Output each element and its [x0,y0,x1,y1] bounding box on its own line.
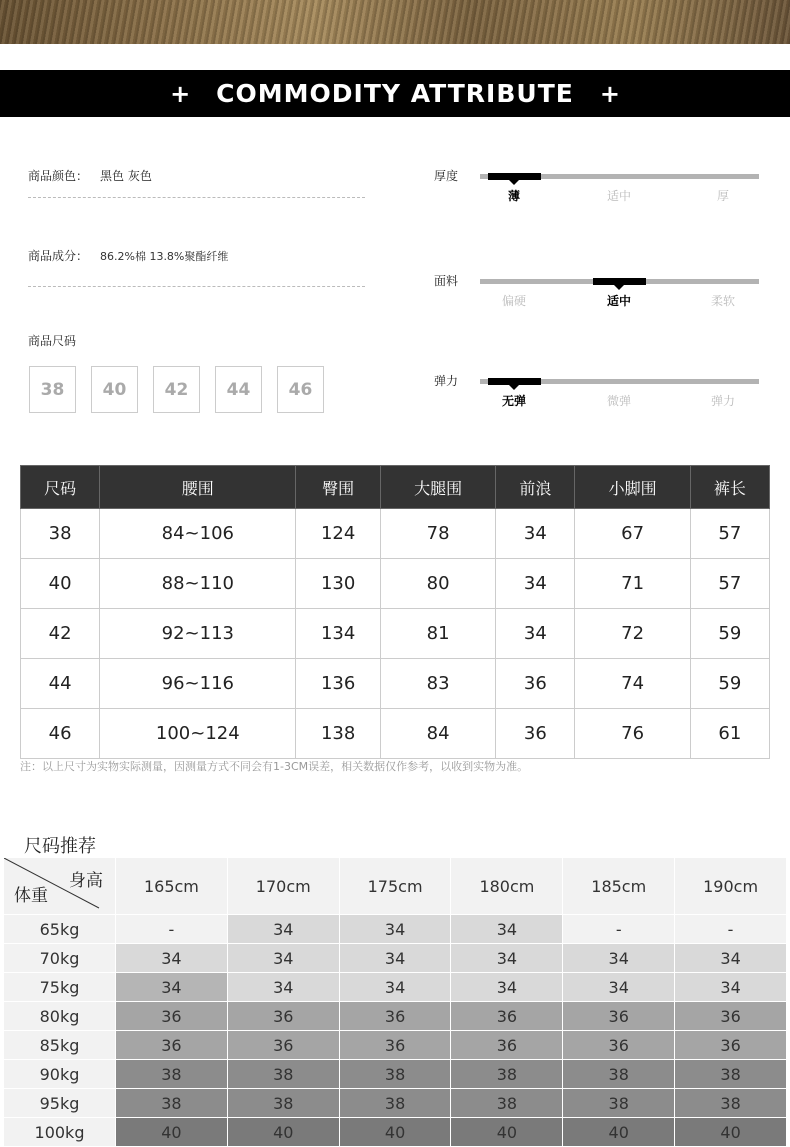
recommendation-cell: 34 [675,973,787,1002]
table-row [4,1118,787,1147]
recommendation-cell: 34 [451,973,563,1002]
recommendation-cell: 36 [675,1031,787,1060]
recommendation-cell: 40 [339,1118,451,1147]
table-cell: 59 [690,659,769,709]
table-cell: 57 [690,559,769,609]
recommendation-cell: 36 [339,1031,451,1060]
recommendation-cell: 34 [339,915,451,944]
recommendation-cell: 40 [675,1118,787,1147]
table-cell: 38 [21,509,100,559]
corner-cell [4,858,116,915]
table-cell: 36 [496,659,575,709]
size-table-header: 小脚围 [575,466,690,509]
recommendation-cell: 38 [116,1089,228,1118]
table-cell: 34 [496,509,575,559]
recommendation-cell: 34 [675,944,787,973]
weight-header: 65kg [4,915,116,944]
table-cell: 42 [21,609,100,659]
recommendation-cell: - [563,915,675,944]
table-cell: 40 [21,559,100,609]
size-table-header: 臀围 [296,466,380,509]
height-header: 170cm [227,858,339,915]
meter-option: 弹力 [710,394,735,408]
meter-option: 无弹 [501,394,526,408]
recommendation-cell: 38 [675,1060,787,1089]
table-cell: 72 [575,609,690,659]
recommendation-cell: 38 [227,1060,339,1089]
size-option-44[interactable]: 44 [215,366,262,413]
table-cell: 76 [575,709,690,759]
table-cell: 100~124 [100,709,296,759]
recommendation-cell: 36 [116,1031,228,1060]
recommendation-cell: - [116,915,228,944]
size-recommendation-table [4,858,787,1147]
recommendation-cell: 34 [116,973,228,1002]
material-value: 86.2%棉 13.8%聚酯纤维 [100,250,229,263]
table-cell: 71 [575,559,690,609]
table-cell: 84 [380,709,495,759]
commodity-attribute-header [0,70,790,117]
meter-option: 偏硬 [501,294,526,308]
weight-header: 80kg [4,1002,116,1031]
recommendation-title: 尺码推荐 [24,836,96,857]
size-table-header: 尺码 [21,466,100,509]
weight-header: 75kg [4,973,116,1002]
weight-header: 95kg [4,1089,116,1118]
recommendation-cell: 36 [451,1002,563,1031]
size-label: 商品尺码 [28,334,77,348]
table-cell: 59 [690,609,769,659]
recommendation-cell: 34 [227,944,339,973]
meter-option: 厚 [716,189,729,203]
recommendation-cell: 40 [451,1118,563,1147]
size-option-46[interactable]: 46 [277,366,324,413]
height-axis-label: 身高 [69,871,103,891]
weight-header: 85kg [4,1031,116,1060]
meter-option: 柔软 [710,294,735,308]
table-cell: 46 [21,709,100,759]
recommendation-cell: 34 [339,973,451,1002]
weight-header: 100kg [4,1118,116,1147]
recommendation-cell: 38 [339,1089,451,1118]
table-row [4,1089,787,1118]
meter-indicator [593,278,646,285]
size-table-header: 裤长 [690,466,769,509]
recommendation-cell: 38 [451,1089,563,1118]
table-cell: 92~113 [100,609,296,659]
meter-option: 适中 [606,189,631,203]
table-cell: 130 [296,559,380,609]
recommendation-cell: 34 [563,973,675,1002]
meter-option: 适中 [606,294,631,308]
table-row [21,709,770,759]
recommendation-cell: 38 [563,1060,675,1089]
table-cell: 84~106 [100,509,296,559]
meter-indicator [488,378,541,385]
table-cell: 80 [380,559,495,609]
top-banner-image [0,0,790,44]
meter-label: 面料 [434,274,459,288]
height-header: 165cm [116,858,228,915]
recommendation-cell: 36 [227,1002,339,1031]
plus-icon: + [170,79,191,108]
recommendation-cell: 38 [116,1060,228,1089]
height-header: 180cm [451,858,563,915]
table-cell: 83 [380,659,495,709]
size-table-header: 大腿围 [380,466,495,509]
table-cell: 74 [575,659,690,709]
table-row [21,559,770,609]
recommendation-cell: 38 [563,1089,675,1118]
recommendation-cell: 34 [339,944,451,973]
table-cell: 67 [575,509,690,559]
plus-icon: + [599,79,620,108]
color-value: 黑色 灰色 [100,169,152,183]
recommendation-cell: 40 [116,1118,228,1147]
height-header: 190cm [675,858,787,915]
height-header: 175cm [339,858,451,915]
table-row [21,609,770,659]
recommendation-cell: 38 [227,1089,339,1118]
table-cell: 57 [690,509,769,559]
recommendation-cell: 40 [563,1118,675,1147]
recommendation-cell: 36 [563,1031,675,1060]
recommendation-cell: 34 [563,944,675,973]
recommendation-cell: 34 [451,915,563,944]
table-row [4,1031,787,1060]
recommendation-cell: 40 [227,1118,339,1147]
meter-track [480,174,759,179]
meter-label: 弹力 [434,374,459,388]
recommendation-cell: 36 [339,1002,451,1031]
measurement-note: 注：以上尺寸为实物实际测量，因测量方式不同会有1-3CM误差，相关数据仅作参考，以收到实物为准。 [20,760,529,773]
table-cell: 44 [21,659,100,709]
size-option-38[interactable]: 38 [29,366,76,413]
section-title: COMMODITY ATTRIBUTE [216,79,574,108]
recommendation-cell: 38 [451,1060,563,1089]
table-row [21,509,770,559]
recommendation-cell: 36 [451,1031,563,1060]
table-cell: 124 [296,509,380,559]
material-label: 商品成分： [28,249,89,263]
size-table-header: 腰围 [100,466,296,509]
divider [28,286,365,287]
meter-option: 微弹 [606,394,631,408]
weight-axis-label: 体重 [14,886,48,906]
table-cell: 134 [296,609,380,659]
recommendation-cell: 34 [227,915,339,944]
table-row [4,973,787,1002]
table-row [4,944,787,973]
size-option-40[interactable]: 40 [91,366,138,413]
recommendation-cell: 34 [116,944,228,973]
recommendation-cell: 36 [227,1031,339,1060]
table-cell: 34 [496,559,575,609]
recommendation-cell: 38 [339,1060,451,1089]
meter-indicator [488,173,541,180]
weight-header: 90kg [4,1060,116,1089]
recommendation-cell: 34 [451,944,563,973]
table-cell: 138 [296,709,380,759]
weight-header: 70kg [4,944,116,973]
size-table [20,465,770,759]
size-option-42[interactable]: 42 [153,366,200,413]
table-row [4,915,787,944]
table-cell: 96~116 [100,659,296,709]
recommendation-cell: 36 [563,1002,675,1031]
recommendation-cell: - [675,915,787,944]
size-table-header: 前浪 [496,466,575,509]
divider [28,197,365,198]
table-cell: 61 [690,709,769,759]
color-label: 商品颜色： [28,169,89,183]
meter-label: 厚度 [434,169,459,183]
table-cell: 36 [496,709,575,759]
table-cell: 78 [380,509,495,559]
meter-track [480,279,759,284]
table-cell: 136 [296,659,380,709]
meter-track [480,379,759,384]
table-cell: 88~110 [100,559,296,609]
height-header: 185cm [563,858,675,915]
table-row [4,1060,787,1089]
meter-option: 薄 [507,189,520,203]
table-cell: 81 [380,609,495,659]
recommendation-cell: 34 [227,973,339,1002]
recommendation-cell: 36 [675,1002,787,1031]
recommendation-cell: 38 [675,1089,787,1118]
table-cell: 34 [496,609,575,659]
table-row [4,1002,787,1031]
table-row [21,659,770,709]
recommendation-cell: 36 [116,1002,228,1031]
